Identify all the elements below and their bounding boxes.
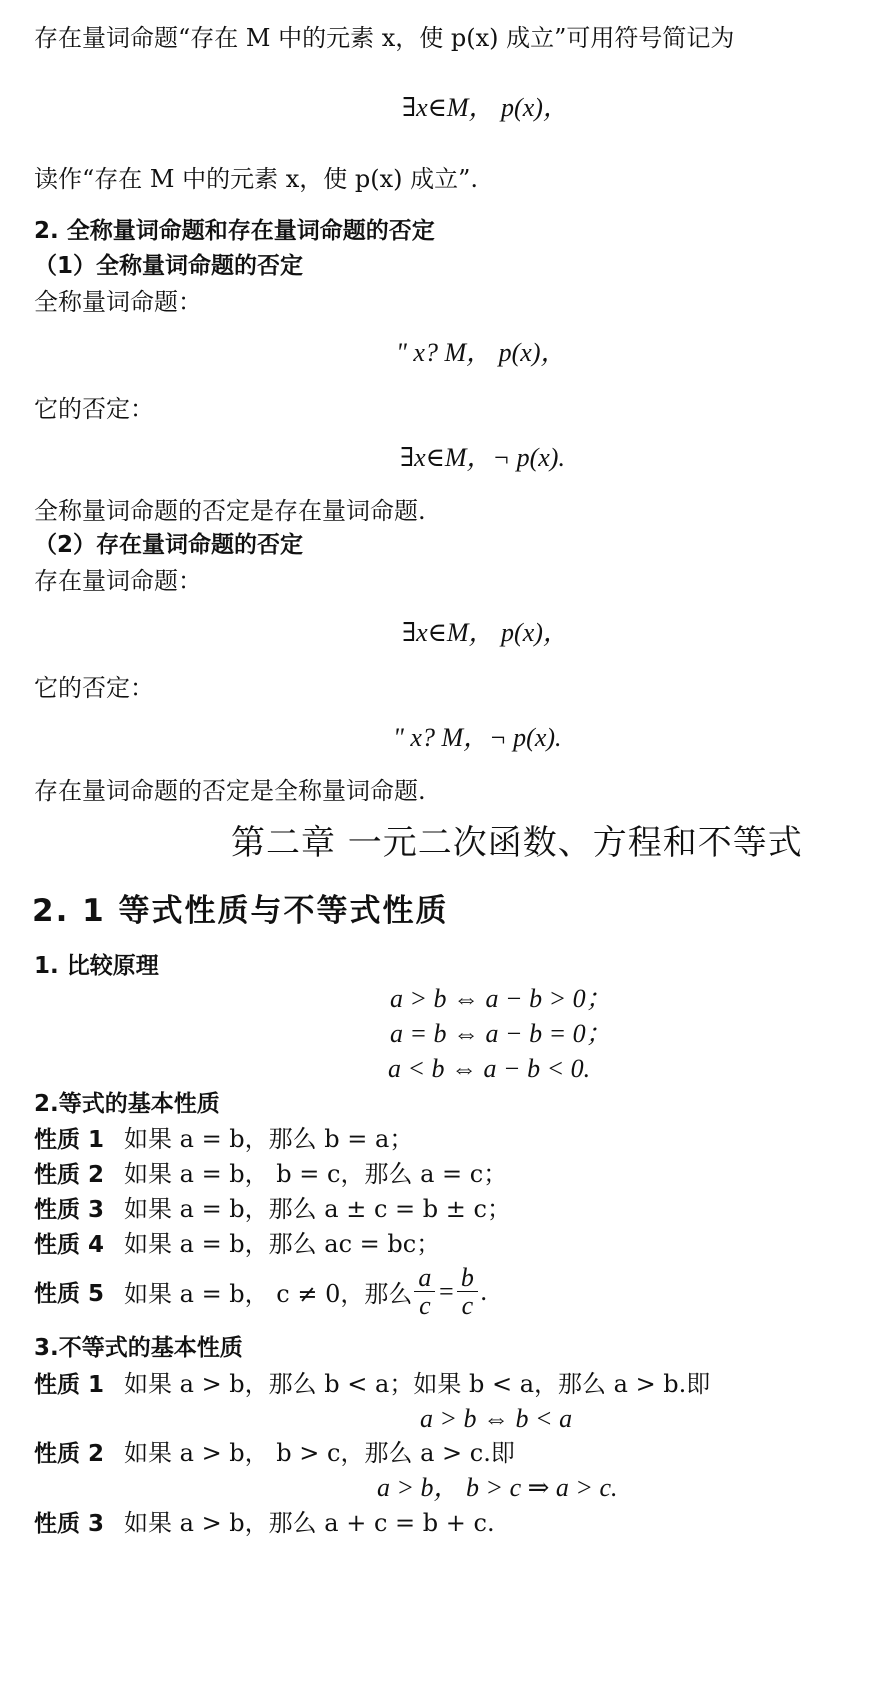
property-text: 如果 a = b， b = c，那么 a = c；: [124, 1160, 508, 1188]
universal-proposition-label: 全称量词命题：: [34, 288, 202, 316]
property-label: 性质 2: [34, 1162, 105, 1188]
property-label: 性质 2: [34, 1441, 105, 1467]
property-label: 性质 1: [34, 1372, 105, 1398]
fraction-denominator: c: [419, 1291, 431, 1321]
universal-proposition-formula: " x? M， p(x)，: [396, 338, 567, 367]
fraction-numerator: b: [457, 1264, 478, 1292]
existential-intro-text: 存在量词命题“存在 M 中的元素 x，使 p(x) 成立”可用符号简记为: [34, 24, 735, 52]
existential-reading-text: 读作“存在 M 中的元素 x，使 p(x) 成立”.: [34, 165, 479, 193]
universal-negation-conclusion: 全称量词命题的否定是存在量词命题.: [34, 497, 426, 525]
compare-principle-heading: 1. 比较原理: [34, 953, 159, 979]
existential-formula: ∃x∈M， p(x)，: [402, 93, 569, 122]
property-text: 如果 a = b， c ≠ 0，那么: [124, 1280, 413, 1309]
property-text: 如果 a = b，那么 b = a；: [124, 1125, 414, 1153]
period: .: [479, 1277, 488, 1306]
property-label: 性质 5: [34, 1281, 105, 1308]
existential-negation-subheading: （2）存在量词命题的否定: [34, 532, 304, 558]
inequality-properties-heading: 3.不等式的基本性质: [34, 1335, 243, 1361]
compare-formula-lt: a < b ⇔ a − b < 0.: [388, 1054, 591, 1083]
property-text: 如果 a > b，那么 a + c = b + c.: [124, 1509, 495, 1537]
inequality-property-2-formula: a > b， b > c ⇒ a > c.: [377, 1473, 618, 1502]
existential-negation-formula: " x? M，¬ p(x).: [393, 723, 562, 752]
fraction-numerator: a: [414, 1264, 435, 1292]
property-label: 性质 1: [34, 1127, 105, 1153]
equality-property-2: [34, 1162, 507, 1187]
compare-formula-gt: a > b ⇔ a − b > 0；: [390, 984, 612, 1013]
equality-property-1: [34, 1127, 413, 1152]
property-label: 性质 4: [34, 1232, 105, 1258]
fraction-b-over-c: [457, 1264, 478, 1320]
chapter-title: 第二章 一元二次函数、方程和不等式: [231, 823, 803, 863]
existential-negation-conclusion: 存在量词命题的否定是全称量词命题.: [34, 777, 426, 805]
section-title: 2. 1 等式性质与不等式性质: [32, 893, 449, 929]
property-label: 性质 3: [34, 1511, 105, 1537]
universal-negation-label: 它的否定：: [34, 395, 154, 423]
equality-property-4: [34, 1232, 440, 1257]
existential-proposition-label: 存在量词命题：: [34, 567, 202, 595]
property-text: 如果 a = b，那么 a ± c = b ± c；: [124, 1195, 511, 1223]
existential-proposition-formula: ∃x∈M， p(x)，: [402, 618, 569, 647]
existential-negation-label: 它的否定：: [34, 674, 154, 702]
universal-negation-subheading: （1）全称量词命题的否定: [34, 253, 304, 279]
property-text: 如果 a = b，那么 ac = bc；: [124, 1230, 441, 1258]
equality-property-5: [34, 1264, 488, 1320]
property-text: 如果 a > b， b > c，那么 a > c.即: [124, 1439, 515, 1467]
inequality-property-1-formula: a > b ⇔ b < a: [420, 1404, 573, 1433]
negation-section-heading: 2. 全称量词命题和存在量词命题的否定: [34, 218, 435, 244]
fraction-a-over-c: [414, 1264, 435, 1320]
equals-sign: =: [437, 1276, 455, 1306]
equality-property-3: [34, 1197, 511, 1222]
inequality-property-3: [34, 1511, 495, 1536]
property-label: 性质 3: [34, 1197, 105, 1223]
compare-formula-eq: a = b ⇔ a − b = 0；: [390, 1019, 612, 1048]
universal-negation-formula: ∃x∈M，¬ p(x).: [400, 443, 565, 472]
fraction-denominator: c: [461, 1291, 474, 1321]
inequality-property-2: [34, 1441, 515, 1466]
inequality-property-1: [34, 1372, 710, 1397]
equality-properties-heading: 2.等式的基本性质: [34, 1091, 220, 1117]
property-text: 如果 a > b，那么 b < a；如果 b < a，那么 a > b.即: [124, 1370, 711, 1398]
